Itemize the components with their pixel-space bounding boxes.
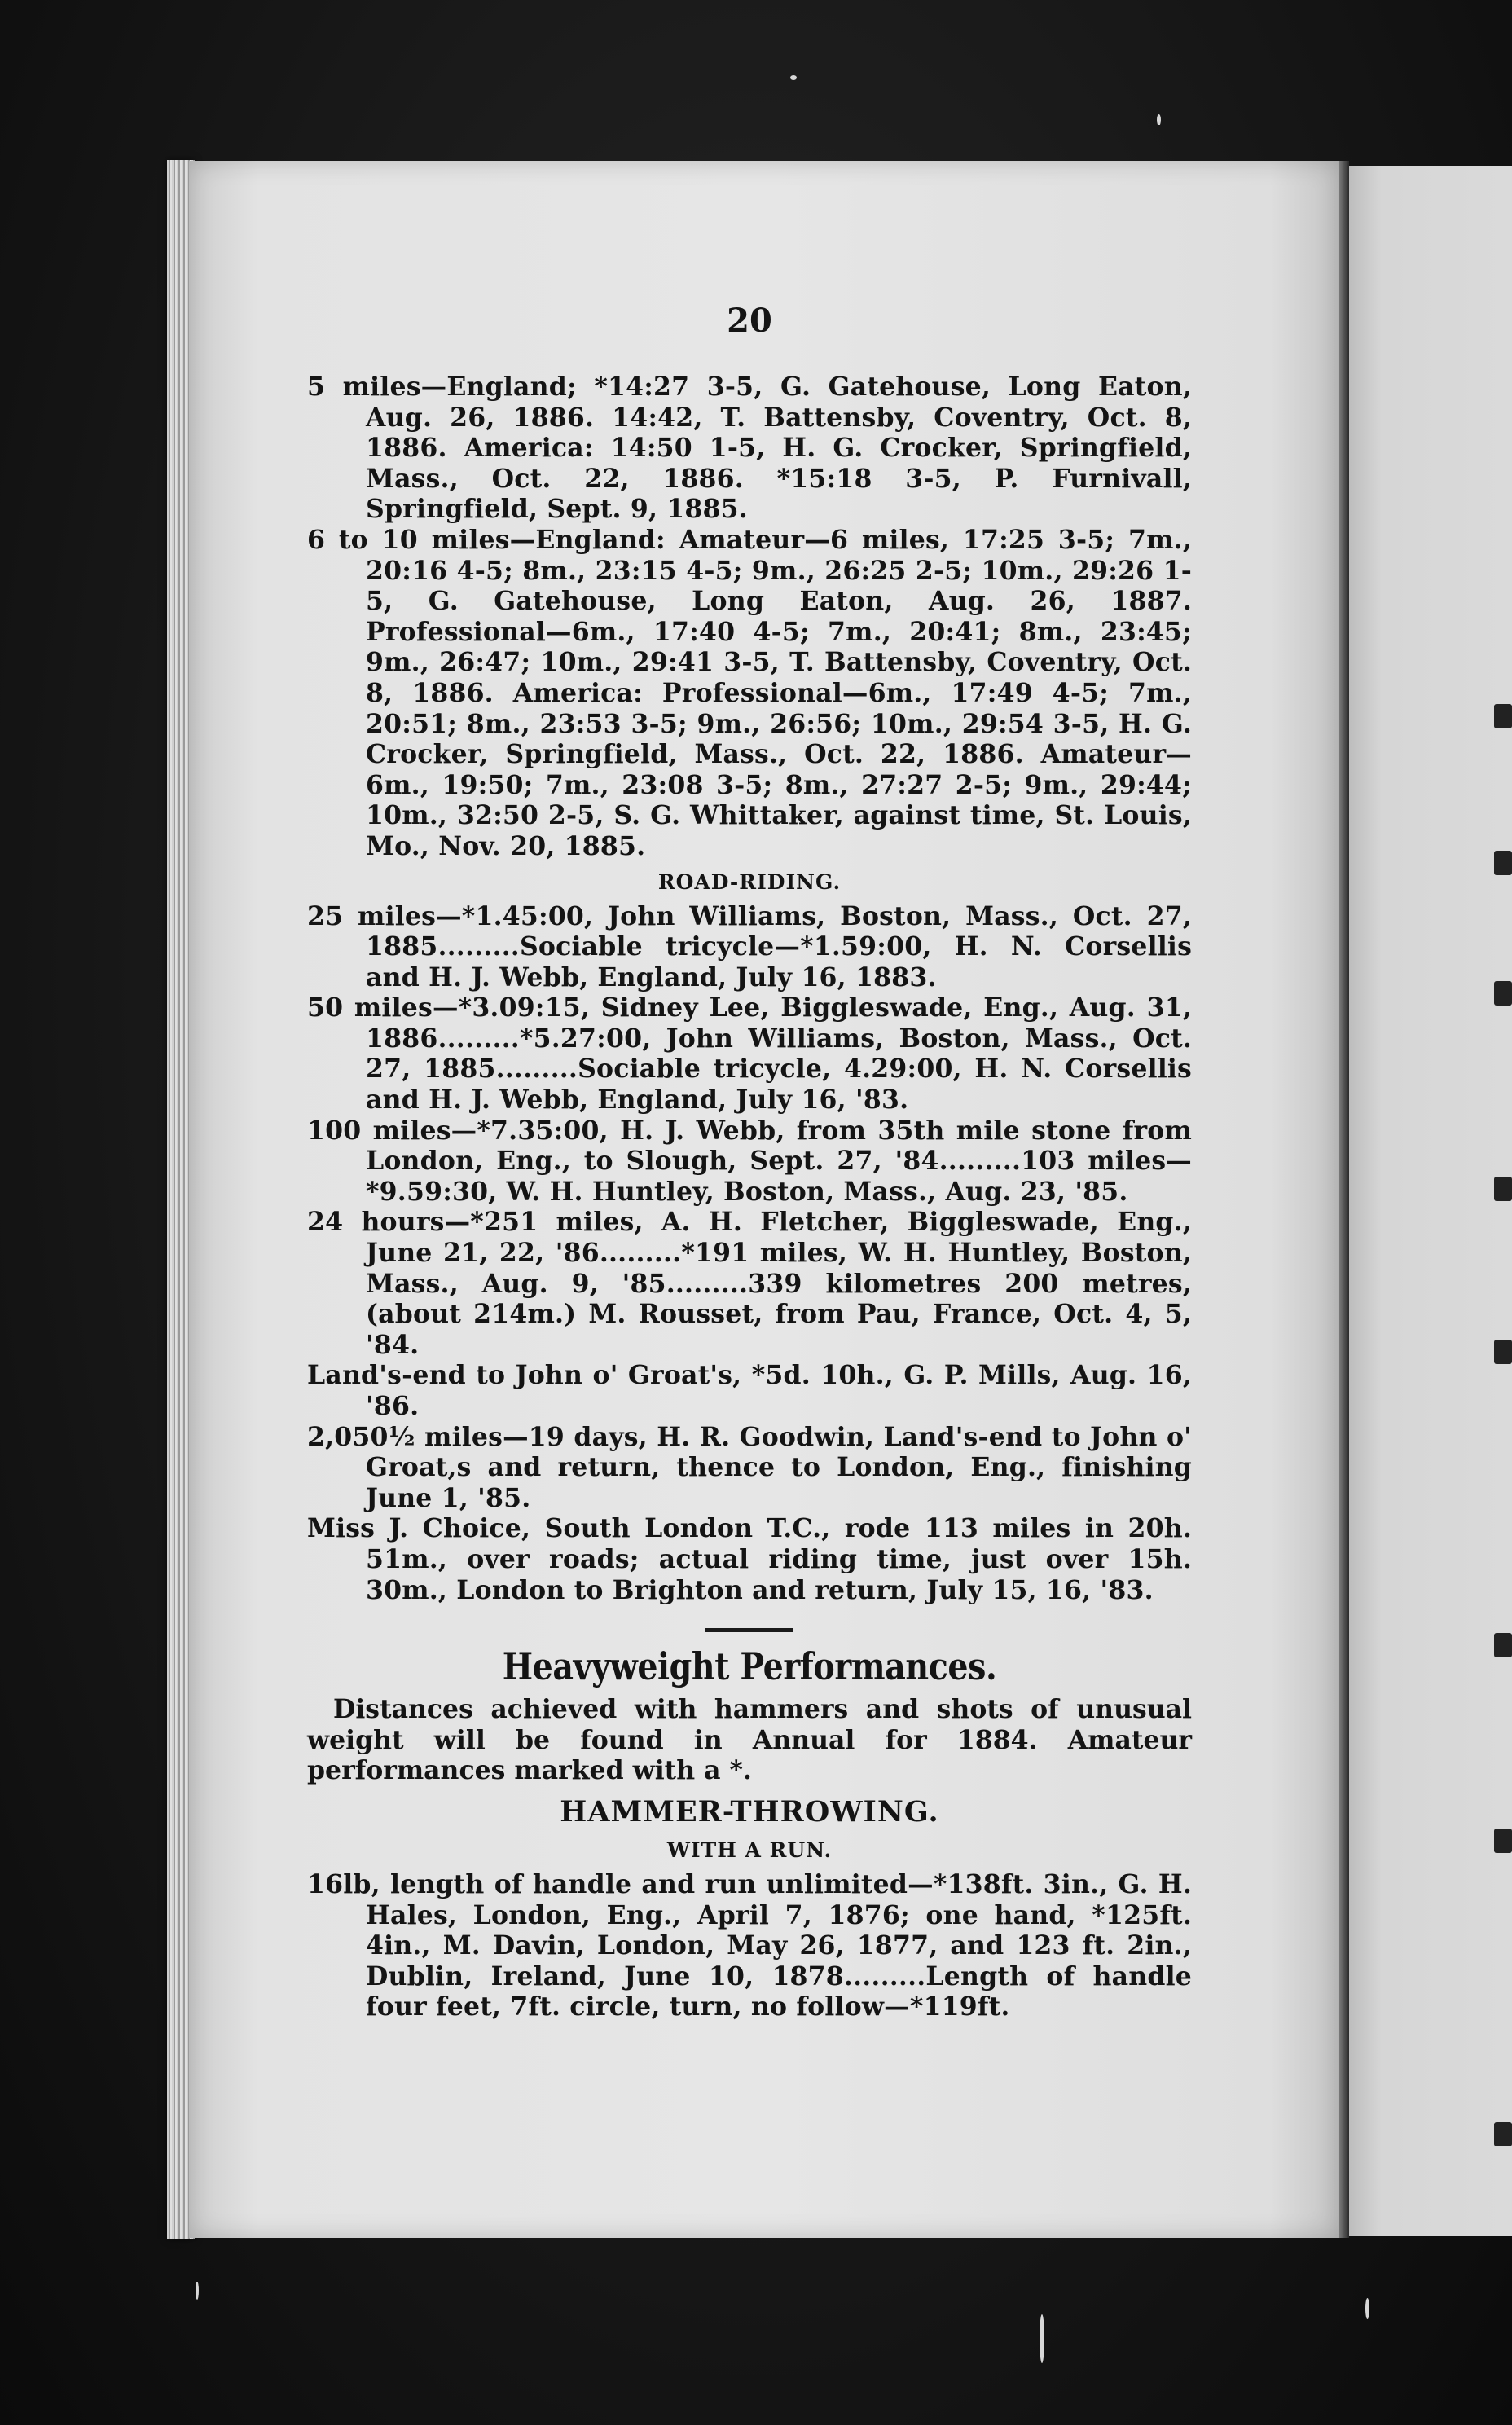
text-fragment bbox=[1494, 981, 1512, 1006]
text-fragment bbox=[1494, 1829, 1512, 1853]
record-entry: 6 to 10 miles—England: Amateur—6 miles, 17:25 3-5; 7m., 20:16 4-5; 8m., 23:15 4-5; 9m., 26:25 2-5; 10m., 29:26 1-5, G. Gatehouse, Long Eaton, Aug. 26, 1887. Professional—6m., 17:40 4-5; 7m., 20:41; 8m., 23:45; 9m., 26:47; 10m., 29:41 3-5, T. Battensby, Coventry, Oct. 8, 1886. America: Professional—6m., 17:49 4-5; 7m., 20:51; 8m., 23:53 3-5; 9m., 26:56; 10m., 29:54 3-5, H. G. Crocker, Springfield, Mass., Oct. 22, 1886. Amateur—6m., 19:50; 7m., 23:08 3-5; 8m., 27:27 2-5; 9m., 29:44; 10m., 32:50 2-5, S. G. Whittaker, against time, St. Louis, Mo., Nov. 20, 1885. bbox=[307, 524, 1192, 861]
record-entry: 100 miles—*7.35:00, H. J. Webb, from 35th mile stone from London, Eng., to Slough, Sept. 27, '84.........103 miles—*9.59:30, W. H. Huntley, Boston, Mass., Aug. 23, '85. bbox=[307, 1115, 1192, 1207]
heavyweight-intro: Distances achieved with hammers and shots of unusual weight will be found in Annual for 1884. Amateur performances marked with a *. bbox=[307, 1694, 1192, 1786]
record-entry: Miss J. Choice, South London T.C., rode 113 miles in 20h. 51m., over roads; actual riding time, just over 15h. 30m., London to Brighton and return, July 15, 16, '83. bbox=[307, 1513, 1192, 1605]
with-a-run-heading: WITH A RUN. bbox=[666, 1837, 833, 1862]
text-fragment bbox=[1494, 2122, 1512, 2146]
book-page bbox=[189, 161, 1339, 2238]
dust-speck bbox=[1365, 2298, 1369, 2319]
dust-speck bbox=[1040, 2314, 1044, 2363]
text-fragment bbox=[1494, 1340, 1512, 1364]
page-text bbox=[307, 301, 1192, 2022]
record-entry: 2,050½ miles—19 days, H. R. Goodwin, Land's-end to John o' Groat,s and return, thence to London, Eng., finishing June 1, '85. bbox=[307, 1421, 1192, 1513]
record-entry: 16lb, length of handle and run unlimited—*138ft. 3in., G. H. Hales, London, Eng., April 7, 1876; one hand, *125ft. 4in., M. Davin, London, May 26, 1877, and 123 ft. 2in., Dublin, Ireland, June 10, 1878.........Length of handle four feet, 7ft. circle, turn, no follow—*119ft. bbox=[307, 1868, 1192, 2022]
record-entry: 50 miles—*3.09:15, Sidney Lee, Biggleswade, Eng., Aug. 31, 1886.........*5.27:00, John Williams, Boston, Mass., Oct. 27, 1885.........Sociable tricycle, 4.29:00, H. N. Corsellis and H. J. Webb, England, July 16, '83. bbox=[307, 992, 1192, 1116]
text-fragment bbox=[1494, 704, 1512, 728]
heavyweight-heading: Heavyweight Performances. bbox=[502, 1644, 997, 1689]
record-entry: 5 miles—England; *14:27 3-5, G. Gatehouse, Long Eaton, Aug. 26, 1886. 14:42, T. Battensby, Coventry, Oct. 8, 1886. America: 14:50 1-5, H. G. Crocker, Springfield, Mass., Oct. 22, 1886. *15:18 3-5, P. Furnivall, Springfield, Sept. 9, 1885. bbox=[307, 372, 1192, 525]
dust-speck bbox=[1157, 114, 1161, 125]
text-fragment bbox=[1494, 1177, 1512, 1201]
section-divider bbox=[705, 1628, 793, 1632]
dust-speck bbox=[196, 2282, 199, 2300]
road-riding-heading: ROAD-RIDING. bbox=[657, 869, 842, 894]
record-entry: 25 miles—*1.45:00, John Williams, Boston, Mass., Oct. 27, 1885.........Sociable tricycle—*1.59:00, H. N. Corsellis and H. J. Webb, England, July 16, 1883. bbox=[307, 900, 1192, 992]
text-fragment bbox=[1494, 851, 1512, 875]
hammer-throwing-heading: HAMMER-THROWING. bbox=[560, 1794, 939, 1829]
record-entry: Land's-end to John o' Groat's, *5d. 10h., G. P. Mills, Aug. 16, '86. bbox=[307, 1360, 1192, 1421]
facing-page-edge bbox=[1349, 166, 1512, 2236]
dust-speck bbox=[790, 75, 797, 80]
page-number: 20 bbox=[727, 301, 772, 340]
text-fragment bbox=[1494, 1633, 1512, 1657]
record-entry: 24 hours—*251 miles, A. H. Fletcher, Biggleswade, Eng., June 21, 22, '86.........*191 miles, W. H. Huntley, Boston, Mass., Aug. 9, '85.........339 kilometres 200 metres, (about 214m.) M. Rousset, from Pau, France, Oct. 4, 5, '84. bbox=[307, 1207, 1192, 1360]
book-gutter bbox=[1339, 161, 1349, 2238]
